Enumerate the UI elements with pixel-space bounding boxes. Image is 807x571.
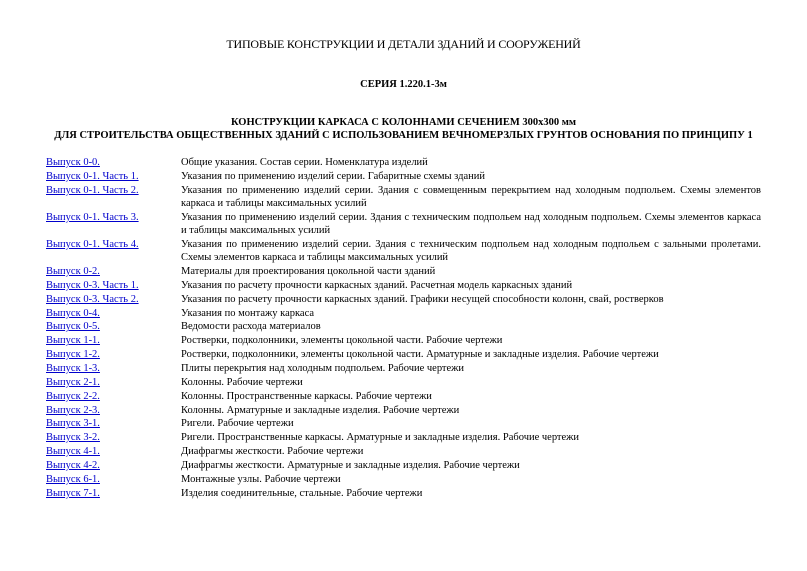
issue-link[interactable]: Выпуск 6-1. [46,473,100,485]
issue-description: Монтажные узлы. Рабочие чертежи [181,473,341,485]
list-item [46,431,761,444]
list-item [46,265,761,278]
issue-link[interactable]: Выпуск 0-3. Часть 2. [46,293,139,305]
subtitle-line-2: ДЛЯ СТРОИТЕЛЬСТВА ОБЩЕСТВЕННЫХ ЗДАНИЙ С ИСПОЛЬЗОВАНИЕМ ВЕЧНОМЕРЗЛЫХ ГРУНТОВ ОСНОВАНИЯ ПО ПРИНЦИПУ 1 [54,130,753,141]
issue-link[interactable]: Выпуск 0-1. Часть 4. [46,238,139,250]
issue-description: Плиты перекрытия над холодным подпольем. Рабочие чертежи [181,363,465,375]
document-title: ТИПОВЫЕ КОНСТРУКЦИИ И ДЕТАЛИ ЗДАНИЙ И СООРУЖЕНИЙ [226,37,581,51]
issue-link[interactable]: Выпуск 0-1. Часть 1. [46,170,139,182]
issue-list [46,156,761,500]
list-item [46,376,761,389]
series-number: СЕРИЯ 1.220.1-3м [360,79,447,90]
list-item [46,362,761,375]
issue-description: Ригели. Рабочие чертежи [181,418,294,430]
list-item [46,348,761,361]
issue-description: Указания по монтажу каркаса [181,307,315,319]
issue-description: Колонны. Рабочие чертежи [181,376,303,388]
issue-link[interactable]: Выпуск 0-1. Часть 3. [46,211,139,223]
issue-description: Указания по расчету прочности каркасных зданий. Расчетная модель каркасных зданий [181,279,573,291]
list-item [46,156,761,169]
issue-link[interactable]: Выпуск 7-1. [46,487,100,499]
list-item [46,320,761,333]
issue-description: Материалы для проектирования цокольной части зданий [181,266,436,278]
list-item [46,404,761,417]
list-item [46,170,761,183]
list-item [46,279,761,292]
list-item [46,307,761,320]
issue-description: Ведомости расхода материалов [181,321,321,333]
issue-link[interactable]: Выпуск 0-3. Часть 1. [46,279,139,291]
list-item [46,459,761,472]
issue-description: Колонны. Пространственные каркасы. Рабочие чертежи [181,390,432,402]
issue-description: Ростверки, подколонники, элементы цокольной части. Рабочие чертежи [181,335,503,347]
subtitle-line-1: КОНСТРУКЦИИ КАРКАСА С КОЛОННАМИ СЕЧЕНИЕМ 300х300 мм [230,117,577,128]
issue-link[interactable]: Выпуск 0-1. Часть 2. [46,184,139,196]
issue-description: Изделия соединительные, стальные. Рабочие чертежи [181,487,423,499]
issue-link[interactable]: Выпуск 4-2. [46,459,100,471]
list-item [46,390,761,403]
issue-link[interactable]: Выпуск 1-2. [46,349,100,361]
list-item [46,445,761,458]
issue-description: Ригели. Пространственные каркасы. Арматурные и закладные изделия. Рабочие чертежи [181,432,580,444]
issue-description: Колонны. Арматурные и закладные изделия. Рабочие чертежи [181,404,460,416]
issue-link[interactable]: Выпуск 4-1. [46,446,100,458]
list-item [46,293,761,306]
issue-link[interactable]: Выпуск 2-2. [46,390,100,402]
issue-link[interactable]: Выпуск 0-4. [46,307,100,319]
issue-link[interactable]: Выпуск 0-0. [46,157,100,168]
issue-link[interactable]: Выпуск 1-1. [46,335,100,347]
list-item [46,334,761,347]
list-item [46,417,761,430]
list-item [46,238,761,265]
issue-link[interactable]: Выпуск 3-1. [46,418,100,430]
list-item [46,473,761,486]
issue-description: Общие указания. Состав серии. Номенклатура изделий [181,157,428,168]
issue-link[interactable]: Выпуск 3-2. [46,432,100,444]
issue-description: Указания по применению изделий серии. Здания с техническим подпольем над холодным подпольем. Схемы элементов каркаса и таблицы максимальных усилий [181,211,761,237]
issue-link[interactable]: Выпуск 0-5. [46,321,100,333]
issue-description: Ростверки, подколонники, элементы цокольной части. Арматурные и закладные изделия. Рабочие чертежи [181,349,659,361]
issue-description: Указания по применению изделий серии. Здания с совмещенным перекрытием над холодным подпольем. Схемы элементов каркаса и таблицы максимальных усилий [181,184,761,209]
document-subtitle [0,116,807,142]
issue-description: Указания по расчету прочности каркасных зданий. Графики несущей способности колонн, свай, ростверков [181,293,664,305]
issue-description: Диафрагмы жесткости. Арматурные и закладные изделия. Рабочие чертежи [181,459,520,471]
issue-link[interactable]: Выпуск 0-2. [46,266,100,278]
issue-link[interactable]: Выпуск 2-1. [46,376,100,388]
issue-description: Указания по применению изделий серии. Здания с техническим подпольем над холодным подпольем с зальными пролетами. Схемы элементов каркаса и таблицы максимальных усилий [181,238,761,264]
issue-link[interactable]: Выпуск 2-3. [46,404,100,416]
issue-description: Диафрагмы жесткости. Рабочие чертежи [181,446,364,458]
list-item [46,487,761,500]
issue-link[interactable]: Выпуск 1-3. [46,363,100,375]
list-item [46,184,761,211]
issue-description: Указания по применению изделий серии. Габаритные схемы зданий [181,170,485,182]
list-item [46,211,761,238]
